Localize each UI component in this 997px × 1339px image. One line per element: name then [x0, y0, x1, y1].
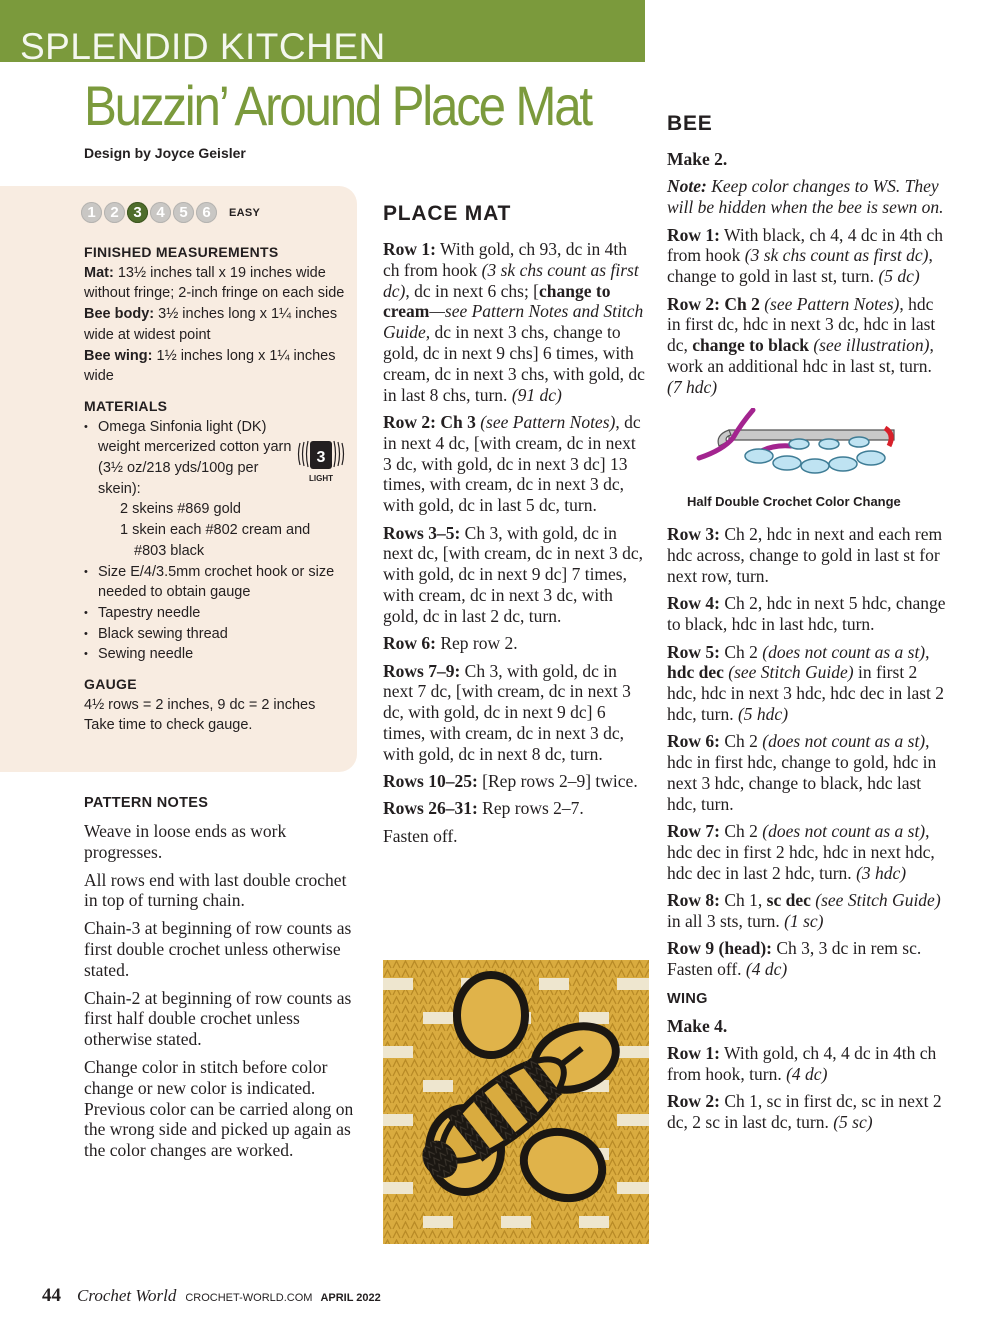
- row-text: , hdc dec in first 2 hdc, hdc in next hdc, hdc dec in last 2 hdc, turn.: [667, 821, 935, 883]
- row-text: , change to gold in last st, turn.: [667, 245, 933, 287]
- wing-measurement: [84, 346, 346, 387]
- note-paragraph: Chain-3 at beginning of row counts as first double crochet unless otherwise stated.: [84, 918, 352, 980]
- row-label: Rows 3–5:: [383, 522, 461, 543]
- row-note: (3 sk chs count as first dc): [383, 259, 639, 301]
- material-sewing-thread: • Black sewing thread: [84, 624, 346, 645]
- bee-row-7: [667, 821, 947, 883]
- row-label: Row 2: Ch 2: [667, 293, 760, 314]
- gauge-line-2: Take time to check gauge.: [84, 717, 253, 734]
- row-text: With gold, ch 4, 4 dc in 4th ch from hook, turn.: [667, 1043, 937, 1085]
- materials-list-2: [84, 562, 346, 666]
- row-label: Row 9 (head):: [667, 938, 772, 959]
- row-text: Ch 2: [719, 641, 763, 662]
- row-text: Ch 3, with gold, dc in next 7 dc, [with cream, dc in next 3 dc, with gold, dc in next 9 dc] 6 times, with cream, dc in next 3 dc, with gold, dc in next 8 dc, turn.: [383, 660, 631, 764]
- body-label: Bee body:: [84, 306, 155, 323]
- row-text: [Rep rows 2–9] twice.: [477, 771, 638, 792]
- bee-row-3: [667, 524, 947, 586]
- row-text: , work an additional hdc in last st, turn.: [667, 335, 934, 376]
- skill-dot-4: 4: [150, 202, 171, 223]
- row-text: dc in next 3 chs, change to gold, dc in next 9 chs] 6 times, with cream, dc in next 3 chs, with gold, dc in last 8 chs, turn.: [383, 322, 645, 405]
- bee-instructions: [667, 112, 947, 1140]
- row-note: (does not count as a st): [762, 821, 926, 842]
- bee-heading: BEE: [667, 112, 713, 135]
- finished-heading: FINISHED MEASUREMENTS: [84, 244, 279, 260]
- gauge-heading: GAUGE: [84, 676, 137, 693]
- row-text: Ch 2: [719, 731, 763, 752]
- note-paragraph: Change color in stitch before color change or new color is indicated. Previous color can be carried along on the wrong side and picked up again as the color changes are worked.: [84, 1056, 354, 1161]
- row-text: Ch 2, hdc in next 5 hdc, change to black, hdc in last hdc, turn.: [667, 593, 946, 635]
- section-name: SPLENDID KITCHEN: [20, 26, 386, 67]
- yarn-cream-black: 1 skein each #802 cream and: [120, 522, 311, 539]
- magazine-name: Crochet World: [77, 1286, 177, 1305]
- row-text: Rep row 2.: [435, 633, 518, 654]
- place-mat-row-6: [383, 633, 645, 654]
- row-label: Row 2:: [667, 1091, 720, 1112]
- row-note: (see Pattern Notes): [475, 411, 616, 432]
- skill-dot-5: 5: [173, 202, 194, 223]
- note-paragraph: Weave in loose ends as work progresses.: [84, 821, 287, 862]
- make-count: Make 2.: [667, 149, 728, 169]
- wing-heading: WING: [667, 990, 708, 1007]
- note-paragraph: All rows end with last double crochet in top of turning chain.: [84, 869, 347, 911]
- place-mat-rows-3-5: [383, 523, 645, 627]
- place-mat-rows-26-31: [383, 798, 645, 819]
- row-text: Ch 1, sc in first dc, sc in next 2 dc, 2 sc in last dc, turn.: [667, 1091, 942, 1133]
- gauge-line-1: 4½ rows = 2 inches, 9 dc = 2 inches: [84, 696, 316, 713]
- place-mat-rows-7-9: [383, 661, 645, 765]
- row-label: Rows 7–9:: [383, 660, 461, 681]
- note-text: Keep color changes to WS. They will be hidden when the bee is sewn on.: [667, 176, 944, 218]
- bee-row-4: [667, 593, 947, 635]
- row-text: Rep rows 2–7.: [477, 798, 584, 819]
- wing-text: 1½ inches long x 1¼ inches wide: [84, 347, 336, 385]
- skill-level: [81, 202, 260, 223]
- magazine-url: CROCHET-WORLD.COM: [185, 1292, 313, 1304]
- row-text: Ch 2: [719, 821, 763, 842]
- row-note: (does not count as a st): [762, 641, 926, 662]
- skill-dot-2: 2: [104, 202, 125, 223]
- row-label: Row 2: Ch 3: [383, 411, 476, 432]
- row-text: With gold, ch 93, dc in 4th ch from hook: [383, 239, 627, 280]
- bee-row-1: [667, 225, 947, 287]
- row-label: Rows 26–31:: [383, 798, 478, 819]
- issue-date: APRIL 2022: [320, 1292, 381, 1304]
- bee-row-6: [667, 731, 947, 814]
- yarn-weight-label: LIGHT: [309, 474, 333, 483]
- bee-photo: [383, 960, 649, 1244]
- row-count: (4 dc): [786, 1064, 828, 1085]
- skill-dot-6: 6: [196, 202, 217, 223]
- row-emphasis: hdc dec: [667, 662, 724, 683]
- row-text: , hdc in first hdc, change to gold, hdc in next 3 hdc, change to black, hdc last hdc, turn.: [667, 731, 937, 814]
- row-text: , dc in next 6 chs; [: [405, 280, 540, 301]
- material-tapestry-needle: • Tapestry needle: [84, 603, 346, 624]
- skill-label: EASY: [229, 206, 261, 219]
- row-text: Ch 3, 3 dc in rem sc. Fasten off.: [667, 938, 922, 980]
- yarn-gold: 2 skeins #869 gold: [120, 501, 241, 518]
- row-emphasis: sc dec: [766, 890, 811, 911]
- row-label: Row 6:: [383, 633, 436, 654]
- row-label: Row 1:: [667, 224, 720, 245]
- place-mat-row-1: [383, 239, 645, 405]
- row-note: (see Pattern Notes): [759, 293, 900, 314]
- bee-make: [667, 149, 947, 170]
- row-note: (see Stitch Guide): [723, 662, 854, 683]
- mat-label: Mat:: [84, 264, 114, 281]
- body-text: 3½ inches long x 1¼ inches wide at widest point: [84, 306, 338, 343]
- bee-row-5: [667, 642, 947, 725]
- row-label: Row 1:: [667, 1043, 720, 1064]
- row-note: (3 sk chs count as first dc): [744, 245, 929, 266]
- row-label: Row 5:: [667, 641, 720, 662]
- row-count: (3 hdc): [856, 862, 907, 883]
- row-note: —see Pattern Notes and Stitch Guide,: [383, 301, 644, 343]
- yarn-text: • Omega Sinfonia light (DK) weight mercerized cotton yarn (3½ oz/218 yds/100g per skein):: [98, 418, 292, 497]
- place-mat-fasten-off: Fasten off.: [383, 825, 458, 846]
- row-text: , dc in next 4 dc, [with cream, dc in next 3 dc, with gold, dc in next 3 dc] 13 times, with cream, dc in next 3 dc, with gold, dc in last 5 dc, turn.: [383, 411, 641, 516]
- page-footer: [42, 1285, 381, 1307]
- row-label: Row 1:: [383, 239, 436, 259]
- pattern-notes-heading: PATTERN NOTES: [84, 795, 209, 811]
- row-count: (5 sc): [833, 1112, 873, 1133]
- row-label: Row 7:: [667, 821, 720, 842]
- note-paragraph: Chain-2 at beginning of row counts as first half double crochet unless otherwise stated.: [84, 987, 352, 1050]
- row-label: Row 4:: [667, 593, 720, 614]
- bee-row-8: [667, 890, 947, 932]
- row-text: in first 2 hdc, hdc in next 3 hdc, hdc dec in last 2 hdc, turn.: [667, 662, 945, 724]
- yarn-weight-badge: [296, 437, 346, 485]
- yarn-skein-icon: [296, 437, 346, 485]
- row-note: (does not count as a st): [762, 731, 926, 752]
- skill-dot-3-selected: 3: [127, 202, 148, 223]
- place-mat-rows-10-25: [383, 771, 645, 792]
- body-measurement: [84, 304, 346, 345]
- mat-text: 13½ inches tall x 19 inches wide without fringe; 2-inch fringe on each side: [84, 264, 345, 302]
- page-number: 44: [42, 1285, 61, 1306]
- yarn-weight-number: 3: [316, 449, 326, 466]
- yarn-black: #803 black: [134, 542, 205, 559]
- wing-label: Bee wing:: [84, 347, 153, 364]
- mat-measurement: [84, 263, 346, 304]
- illustration-caption: Half Double Crochet Color Change: [687, 493, 901, 509]
- place-mat-row-2: [383, 412, 645, 516]
- material-hook: • Size E/4/3.5mm crochet hook or size needed to obtain gauge: [84, 562, 346, 603]
- material-sewing-needle: • Sewing needle: [84, 644, 346, 665]
- row-text: Ch 1,: [719, 890, 767, 911]
- materials-heading: MATERIALS: [84, 397, 168, 414]
- row-emphasis: change to cream: [383, 280, 611, 322]
- row-label: Row 6:: [667, 731, 720, 752]
- info-text: [84, 242, 346, 736]
- row-count: (4 dc): [745, 959, 788, 980]
- pattern-notes: [84, 794, 364, 1168]
- wing-row-2: [667, 1091, 947, 1133]
- hdc-color-change-illustration: [689, 408, 929, 488]
- bee-row-2: [667, 294, 947, 398]
- row-count: (1 sc): [784, 910, 824, 931]
- row-count: (5 dc): [878, 266, 920, 287]
- bee-row-9: [667, 938, 947, 980]
- row-note: (see Stitch Guide): [810, 890, 941, 911]
- row-text: Ch 2, hdc in next and each rem hdc across, change to gold in last st for next row, turn.: [667, 524, 943, 586]
- note-label: Note:: [667, 176, 707, 197]
- make-count: Make 4.: [667, 1015, 728, 1036]
- row-label: Row 8:: [667, 890, 720, 911]
- row-text: Ch 3, with gold, dc in next dc, [with cream, dc in next 3 dc, with gold, dc in next 9 dc] 7 times, with cream, dc in next 3 dc, with gold, dc in last 2 dc, turn.: [383, 522, 643, 626]
- row-count: (5 hdc): [737, 703, 789, 724]
- wing-row-1: [667, 1043, 947, 1085]
- row-emphasis: change to black: [692, 335, 809, 356]
- designer-credit: Design by Joyce Geisler: [84, 145, 246, 161]
- skill-dot-1: 1: [81, 202, 102, 223]
- row-label: Rows 10–25:: [383, 771, 478, 792]
- wing-make: [667, 1016, 947, 1037]
- row-text: With black, ch 4, 4 dc in 4th ch from hook: [667, 224, 944, 266]
- bee-note: [667, 176, 947, 218]
- place-mat-instructions: [383, 202, 645, 853]
- crochet-bee-image: [383, 960, 649, 1244]
- row-note: (see illustration): [808, 335, 930, 356]
- place-mat-heading: PLACE MAT: [383, 202, 512, 225]
- row-count: (91 dc): [511, 384, 562, 405]
- row-text: in all 3 sts, turn.: [667, 910, 785, 931]
- row-text: ,: [925, 641, 930, 662]
- row-label: Row 3:: [667, 524, 720, 545]
- row-count: (7 hdc): [667, 376, 718, 397]
- page-title: Buzzin’ Around Place Mat: [84, 74, 591, 137]
- row-text: , hdc in first dc, hdc in next 3 dc, hdc in last dc,: [667, 293, 936, 356]
